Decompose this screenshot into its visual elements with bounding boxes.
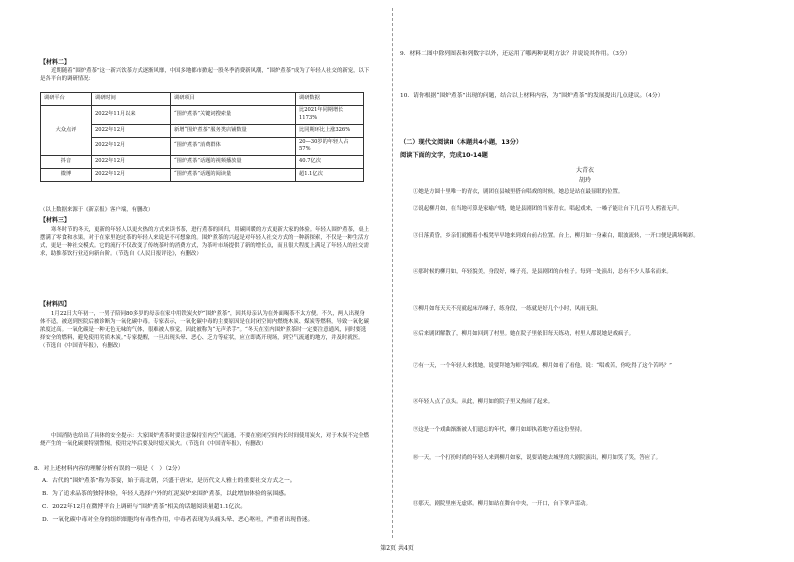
table-cell: 2022年11月以来	[92, 106, 171, 125]
table-header: 调研数据	[296, 93, 364, 106]
table-cell: 比2021年同期增长1173%	[296, 106, 364, 125]
table-cell-platform: 抖音	[41, 156, 92, 169]
right-column	[400, 0, 770, 540]
table-cell: 2022年12月	[92, 169, 171, 182]
section-instruction: 阅读下面的文字，完成10-14题	[400, 152, 488, 159]
material-4-title: 【材料四】	[40, 301, 71, 308]
page-footer: 第2页 共4页	[380, 545, 414, 552]
table-cell-platform: 大众点评	[41, 106, 92, 156]
story-paragraph: ④那时候的柳月如，年轻貌美，身段好，嗓子亮，是县剧团的台柱子。每到一处演出，总有不少人慕名而来。	[413, 269, 672, 275]
option-b: B．为了追求品茶的独特体验，年轻人选择户外的红泥炭炉来围炉煮茶，以此增加体验的氛围感。	[42, 491, 290, 497]
story-paragraph: ⑪那天，剧院里座无虚席。柳月如站在舞台中央，一开口，台下掌声雷动。	[413, 501, 591, 507]
table-header: 调研平台	[41, 93, 92, 106]
story-paragraph: ②说起柳月如，在当地可算是家喻户晓，她是县剧团的当家青衣。唱起戏来，一嗓子能让台下几百号人鸦雀无声。	[413, 206, 683, 212]
table-cell: 比同期环比上涨326%	[296, 124, 364, 137]
table-source: （以上数据来源于《新京报》客户端，有删改）	[40, 207, 154, 213]
story-paragraph: ⑦有一天，一个年轻人来找她，说要拜她为师学唱戏。柳月如看了看他，说：“唱戏苦，你吃得了这个苦吗？”	[413, 363, 672, 369]
option-c: C．2022年12月在微博平台上调研与“围炉煮茶”相关的话题阅读量超1.1亿次。	[42, 504, 247, 510]
table-cell: 超1.1亿次	[296, 169, 364, 182]
story-paragraph: ⑨这是一个戏曲渐渐被人们遗忘的年代，柳月如却执着地守着这份坚持。	[413, 427, 586, 433]
table-cell: “围炉煮茶”话题的视频播放量	[171, 156, 296, 169]
story-author: 胡玲	[578, 177, 591, 184]
column-divider	[392, 8, 393, 538]
table-header: 调研时间	[92, 93, 171, 106]
left-column	[32, 0, 388, 540]
material-2-text: 近期随着“围炉煮茶”这一新兴饮茶方式逐渐风靡，中国多地都市掀起一股冬季消费新风潮，“围炉煮茶”成为了年轻人社交的新宠，以下是各平台的调研情况：	[40, 68, 370, 83]
survey-table	[40, 92, 364, 182]
story-paragraph: ⑧年轻人点了点头。从此，柳月如的院子里又热闹了起来。	[413, 399, 554, 405]
option-a: A．古代的“围炉煮茶”称为茶宴，始于南北朝，兴盛于唐宋，是历代文人雅士的重要社交方式之一。	[42, 478, 296, 484]
section-heading: （二）现代文阅读Ⅱ（本题共4小题，13分）	[400, 139, 523, 146]
table-cell: “围炉煮茶”关键词搜索量	[171, 106, 296, 125]
table-cell: “围炉煮茶”话题的阅读量	[171, 169, 296, 182]
story-paragraph: ⑤柳月如每天天不亮就起床吊嗓子，练身段，一练就是好几个小时，风雨无阻。	[413, 306, 602, 312]
table-row	[41, 156, 364, 169]
material-4-text: 1月22日大年初一，一男子陪同80多岁的母亲在家中用铁炭火炉“围炉煮茶”，因其母亲认为在外面喝茶不太方便。不久，两人出现身体不适，被送到医院后被诊断为一氧化碳中毒。专家表示，一氧化碳中毒的主要原因是在封闭空间内燃烧木炭、煤炭等燃料，导致一氧化碳浓度过高。一氧化碳是一种无色无味的气体，很难被人察觉，因此被称为“无声杀手”。“冬天在室内围炉煮茶时一定要注意通风，同时要选择安全的燃料，避免使用劣质木炭。”专家提醒，一旦出现头晕、恶心、乏力等症状，应立即离开现场，到空气流通的地方，并及时就医。（节选自《中国青年报》，有删改）	[40, 311, 369, 350]
table-cell: 2022年12月	[92, 124, 171, 137]
table-cell-platform: 微博	[41, 169, 92, 182]
material-5-text: 中国消防也给出了具体的安全提示：大家围炉煮茶时要注意保持室内空气流通，不要在密闭空间内长时间使用炭火，对于木炭不完全燃烧产生的一氧化碳要特别警惕，使用完毕后要及时熄灭炭火。（节选自《中国青年报》，有删改）	[40, 433, 370, 448]
story-title: 大青衣	[575, 167, 594, 174]
table-cell: “围炉煮茶”消费群体	[171, 137, 296, 156]
material-3-title: 【材料三】	[40, 217, 71, 224]
story-paragraph: ⑩一天，一个打扮时尚的年轻人来到柳月如家，说要请她去城里的大剧院演出，柳月如笑了笑，答应了。	[413, 455, 661, 461]
option-d: D．一氧化碳中毒对全身的组织细胞均有毒性作用，中毒者表现为头痛头晕、恶心呕吐，严重者出现昏迷。	[42, 517, 314, 523]
table-cell: 2022年12月	[92, 156, 171, 169]
question-9: 9．材料二图中除列图表和列数字以外，还运用了哪两种说明方法？并说说其作用。（3分）	[400, 51, 631, 57]
table-row	[41, 169, 364, 182]
table-header: 调研项目	[171, 93, 296, 106]
question-10: 10．请你根据“围炉煮茶”出现的问题，结合以上材料内容，为“围炉煮茶”的发展提出几点建议。（4分）	[400, 93, 664, 99]
table-cell: 20—30岁的年轻人占57%	[296, 137, 364, 156]
table-row	[41, 106, 364, 125]
table-cell: 2022年12月	[92, 137, 171, 156]
story-paragraph: ③日落黄昏，乡亲们就搬着小板凳早早地来到戏台前占位置。台上，柳月如一身素白，眼波流转，一开口便是满场喝彩。	[413, 233, 699, 239]
story-paragraph: ①她是方圆十里唯一的青衣，剧团在县城里搭台唱戏的时候，她总是站在最显眼的位置。	[413, 189, 624, 195]
material-2-title: 【材料二】	[40, 59, 71, 66]
table-cell: 新增“围炉煮茶”服务类店铺数量	[171, 124, 296, 137]
story-paragraph: ⑥后来剧团解散了，柳月如回到了村里。她在院子里依旧每天练功，村里人都说她是戏疯子。	[413, 331, 635, 337]
question-8: 8．对上述材料内容的理解分析有误的一项是（ ）（2分）	[34, 466, 184, 472]
table-cell: 40.7亿次	[296, 156, 364, 169]
material-3-text: 寒冬时节的冬天，更新的年轻人以更火热的方式来读书茶，进行煮茶的回归，用碳回暖的方式更新大家的体验。年轻人围炉煮茶，桌上摆满了零食和水果，对于在家里泡过茶的年轻人来说是不可想象的。围炉煮茶的兴起是对年轻人社交方式的一种新探索，不仅是一种生活方式，更是一种社交模式。它的流行不仅改变了传统茶叶的消费方式，为茶叶市场提供了新的增长点，而且很大程度上满足了年轻人的社交需求，助推茶饮行业迈向新台阶。（节选自《人民日报评论》，有删改）	[40, 227, 370, 258]
